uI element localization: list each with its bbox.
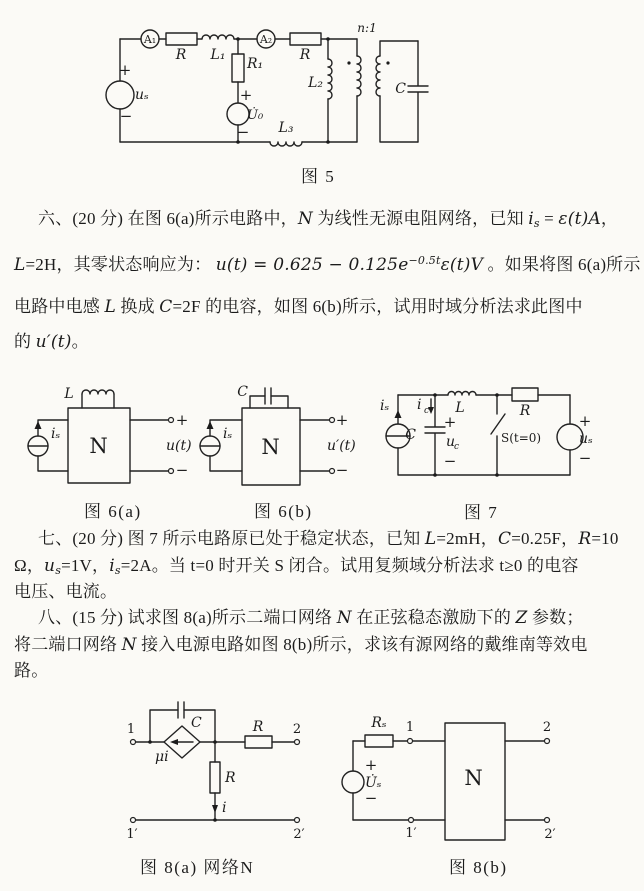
fig7-L-label: L [455,400,465,416]
fig7-source-arrow [395,410,402,418]
fig6a-inductor-L [82,390,114,394]
fig8b-terminal1-label: 1 [405,720,415,735]
fig7-uc-plus: + [443,413,457,431]
us-plus-sign: + [118,61,132,79]
fig8a-mu-i-label: μi [155,749,169,765]
problem7-line3: 电压、电流。 [14,582,118,601]
fig8a-terminal1p-label: 1′ [126,827,138,842]
problem6-line1: 六、(20 分) 在图 6(a)所示电路中，N 为线性无源电阻网络，已知 is = ε(t)A， [38,209,619,230]
capacitor-C-label: C [395,81,406,97]
fig6b-plus-sign: + [335,411,349,429]
fig8b-wires [353,741,544,820]
problem8-line2: 将二端口网络 N 接入电源电路如图 8(b)所示，求该有源网络的戴维南等效电 [14,635,588,655]
problem6-line2: L=2H，其零状态响应为： $u(t) = 0.625 - 0.125e^{-0.5t}\varepsilon(t)V$ 。如果将图 6(a)所示 [14,254,641,275]
figure6b-circuit [185,368,360,496]
fig8b-terminal2-label: 2 [542,720,552,735]
fig6a-plus-sign: + [175,411,189,429]
fig8b-terminal1p-label: 1′ [405,826,417,841]
problem8-line3: 路。 [14,661,49,680]
figure5-circuit [90,14,550,164]
fig5-transformer [357,56,380,96]
figure7-circuit [358,368,608,503]
fig8a-terminal2-label: 2 [292,722,302,737]
inductor-L3-label: L₃ [278,120,294,136]
fig8a-i-label: i [222,800,227,816]
figure8b-circuit [340,695,580,845]
figure6a-caption: 图 6(a) [84,502,142,521]
fig8b-minus-sign: − [364,789,378,807]
source-us-label: uₛ [135,87,149,103]
fig7-us-minus: − [578,449,592,467]
figure8b-caption: 图 8(b) [449,858,508,877]
problem6-line4: 的 u′(t)。 [14,332,89,352]
resistor-R1-label: R₁ [247,56,264,72]
fig5-inductor-L3 [270,142,302,146]
fig7-uc-sub: c [454,442,460,452]
u0-minus-sign: − [236,123,250,141]
fig5-source-u0 [227,103,249,125]
fig8a-resistor-vertical [210,762,220,793]
fig6a-source-arrow [35,421,42,429]
fig6a-L-label: L [64,386,74,402]
fig5-inductor-L1 [202,35,234,39]
fig8b-resistor-Rs [365,735,393,747]
problem7-line2: Ω，us=1V，is=2A。当 t=0 时开关 S 闭合。试用复频域分析法求 t≥0 的电容 [14,556,579,577]
fig8a-current-arrow [212,805,218,813]
resistor-R-left-label: R [175,47,187,63]
fig7-uc-minus: − [443,452,457,470]
fig6b-is-label: iₛ [223,426,233,442]
fig8b-terminal2p-label: 2′ [544,827,556,842]
fig7-uc-label: u [446,434,456,450]
fig7-C-label: C [405,427,416,443]
fig6a-terminal-plus [169,418,174,423]
figure5-caption: 图 5 [301,167,336,186]
fig8a-terminal2p-label: 2′ [293,827,305,842]
problem8-line1: 八、(15 分) 试求图 8(a)所示二端口网络 N 在正弦稳态激励下的 Z 参数； [38,608,584,628]
fig6a-minus-sign: − [175,461,189,479]
inductor-L1-label: L₁ [210,47,226,63]
source-u0-label: U̇₀ [247,108,264,123]
fig6a-is-label: iₛ [51,426,61,442]
fig5-resistor-R-right [290,33,321,45]
fig7-R-label: R [519,403,531,419]
fig5-source-us [106,81,134,109]
fig6b-C-label: C [237,384,248,400]
fig6a-u-label: u(t) [166,438,192,454]
fig5-wires [120,39,428,142]
fig7-switch-label: S(t=0) [501,431,542,445]
fig8b-Rs-label: Rₛ [371,715,387,731]
fig7-ic-label: i [417,397,422,413]
fig7-resistor-R [512,388,538,401]
fig6b-u-label: u′(t) [327,438,356,454]
fig6a-terminal-minus [169,469,174,474]
inductor-L2-label: L₂ [308,75,323,91]
fig6b-minus-sign: − [335,461,349,479]
fig8a-C-label: C [191,715,202,731]
fig6b-source-arrow [207,421,214,429]
fig6a-N-label: N [89,434,109,458]
fig8a-source-arrow [170,739,193,745]
figure8a-caption: 图 8(a) 网络N [140,858,255,877]
fig6b-terminal-plus [330,418,335,423]
fig8b-Us-label: U̇ₛ [365,775,382,791]
fig5-resistor-R-left [166,33,197,45]
transformer-ratio-label: n:1 [357,21,377,35]
figure6b-caption: 图 6(b) [254,502,313,521]
problem7-line1: 七、(20 分) 图 7 所示电路原已处于稳定状态，已知 L=2mH，C=0.25F，R=10 [38,529,619,549]
figure7-caption: 图 7 [464,503,499,522]
ammeter-A1-label: A₁ [143,33,157,46]
fig8a-R-horizontal-label: R [252,719,264,735]
fig8a-R-vertical-label: R [225,770,236,786]
u0-plus-sign: + [239,86,253,104]
figure6a-circuit [10,368,195,496]
fig8a-resistor-horizontal [245,736,272,748]
fig8b-plus-sign: + [364,756,378,774]
fig8b-voltage-source [342,771,364,793]
figure8a-circuit [115,695,345,845]
ammeter-A2-label: A₂ [259,33,273,46]
fig7-is-label: iₛ [380,398,390,414]
resistor-R-right-label: R [299,47,311,63]
fig7-us-label: uₛ [579,431,593,447]
problem6-line3: 电路中电感 L 换成 C=2F 的电容，如图 6(b)所示，试用时域分析法求此图中 [14,297,583,317]
fig6b-N-label: N [261,435,281,459]
fig6b-terminal-minus [330,469,335,474]
fig5-inductor-L2 [328,59,332,99]
fig7-us-plus: + [578,412,592,430]
fig7-ic-sub: c [424,406,430,416]
fig8a-terminal1-label: 1 [126,722,136,737]
fig8b-N-label: N [464,766,484,790]
fig7-inductor-L [448,392,476,396]
fig5-resistor-R1 [232,54,244,82]
us-minus-sign: − [119,107,133,125]
